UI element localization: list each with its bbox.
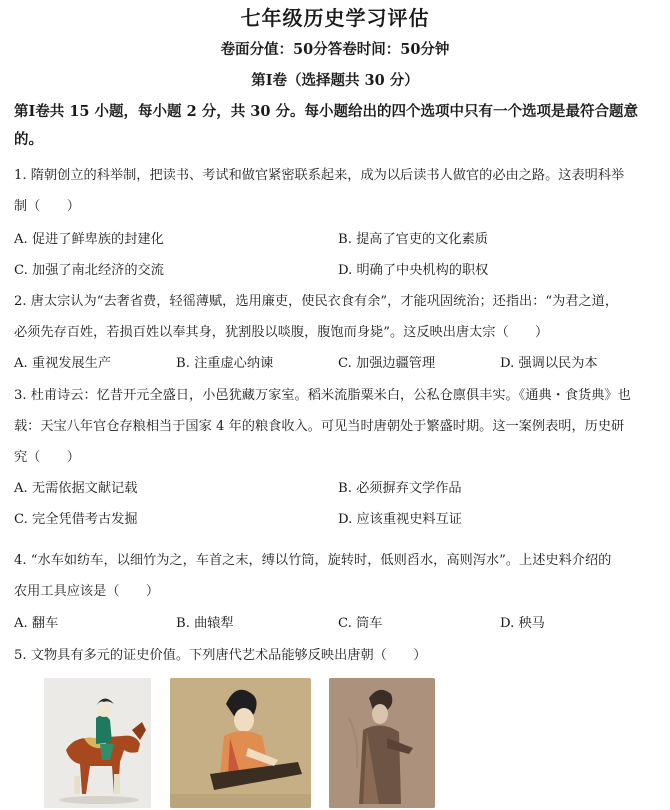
question-3-option-d[interactable]: D. 应该重视史料互证	[338, 512, 462, 527]
question-4-line-2: 农用工具应该是（ ）	[14, 584, 160, 599]
question-1-line-1: 1. 隋朝创立的科举制，把读书、考试和做官紧密联系起来，成为以后读书人做官的必由之路。这表明科举	[14, 168, 625, 183]
question-5-line-1: 5. 文物具有多元的证史价值。下列唐代艺术品能够反映出唐朝（ ）	[14, 648, 427, 663]
question-2-option-b[interactable]: B. 注重虚心纳谏	[176, 356, 274, 371]
question-4-option-c[interactable]: C. 筒车	[338, 616, 383, 631]
tang-mural-lady-figure	[329, 678, 435, 808]
question-1-option-b[interactable]: B. 提高了官吏的文化素质	[338, 232, 488, 247]
tang-painting-lady-playing-instrument	[170, 678, 311, 808]
question-4-option-d[interactable]: D. 秧马	[500, 616, 545, 631]
question-1-option-a[interactable]: A. 促进了鲜卑族的封建化	[14, 232, 164, 247]
tang-sancai-horse-rider-figure	[44, 678, 151, 808]
question-3-line-2: 载：天宝八年官仓存粮相当于国家 4 年的粮食收入。可见当时唐朝处于繁盛时期。这一案例表明，历史研	[14, 419, 625, 434]
question-2-option-a[interactable]: A. 重视发展生产	[14, 356, 112, 371]
question-4-option-b[interactable]: B. 曲辕犁	[176, 616, 234, 631]
section-instructions: 第Ⅰ卷共 15 小题，每小题 2 分，共 30 分。每小题给出的四个选项中只有一个选项是最符合题意的。	[14, 103, 639, 148]
question-2-option-c[interactable]: C. 加强边疆管理	[338, 356, 436, 371]
question-3-option-a[interactable]: A. 无需依据文献记载	[14, 481, 138, 496]
question-1-line-2: 制（ ）	[14, 199, 80, 214]
question-2-option-d[interactable]: D. 强调以民为本	[500, 356, 598, 371]
question-1-option-d[interactable]: D. 明确了中央机构的职权	[338, 263, 489, 278]
question-3-option-c[interactable]: C. 完全凭借考古发掘	[14, 512, 138, 527]
question-4-line-1: 4. “水车如纺车，以细竹为之，车首之末，缚以竹筒，旋转时，低则舀水，高则泻水”。上述史料介绍的	[14, 553, 612, 568]
question-3-line-3: 究（ ）	[14, 450, 80, 465]
section-title: 第Ⅰ卷（选择题共 30 分）	[251, 72, 419, 89]
question-3-line-1: 3. 杜甫诗云：忆昔开元全盛日，小邑犹藏万家室。稻米流脂粟米白，公私仓廪俱丰实。《通典・食货典》也	[14, 388, 631, 403]
score-time-line: 卷面分值：50分答卷时间：50分钟	[220, 41, 450, 58]
question-1-option-c[interactable]: C. 加强了南北经济的交流	[14, 263, 164, 278]
exam-title: 七年级历史学习评估	[240, 6, 430, 30]
question-2-line-2: 必须先存百姓，若损百姓以奉其身，犹割股以啖腹，腹饱而身毙”。这反映出唐太宗（ ）	[14, 325, 549, 340]
question-4-option-a[interactable]: A. 翻车	[14, 616, 59, 631]
question-3-option-b[interactable]: B. 必须摒弃文学作品	[338, 481, 462, 496]
question-2-line-1: 2. 唐太宗认为“去奢省费，轻徭薄赋，选用廉吏，使民衣食有余”，才能巩固统治；还指出：“为君之道，	[14, 294, 619, 309]
